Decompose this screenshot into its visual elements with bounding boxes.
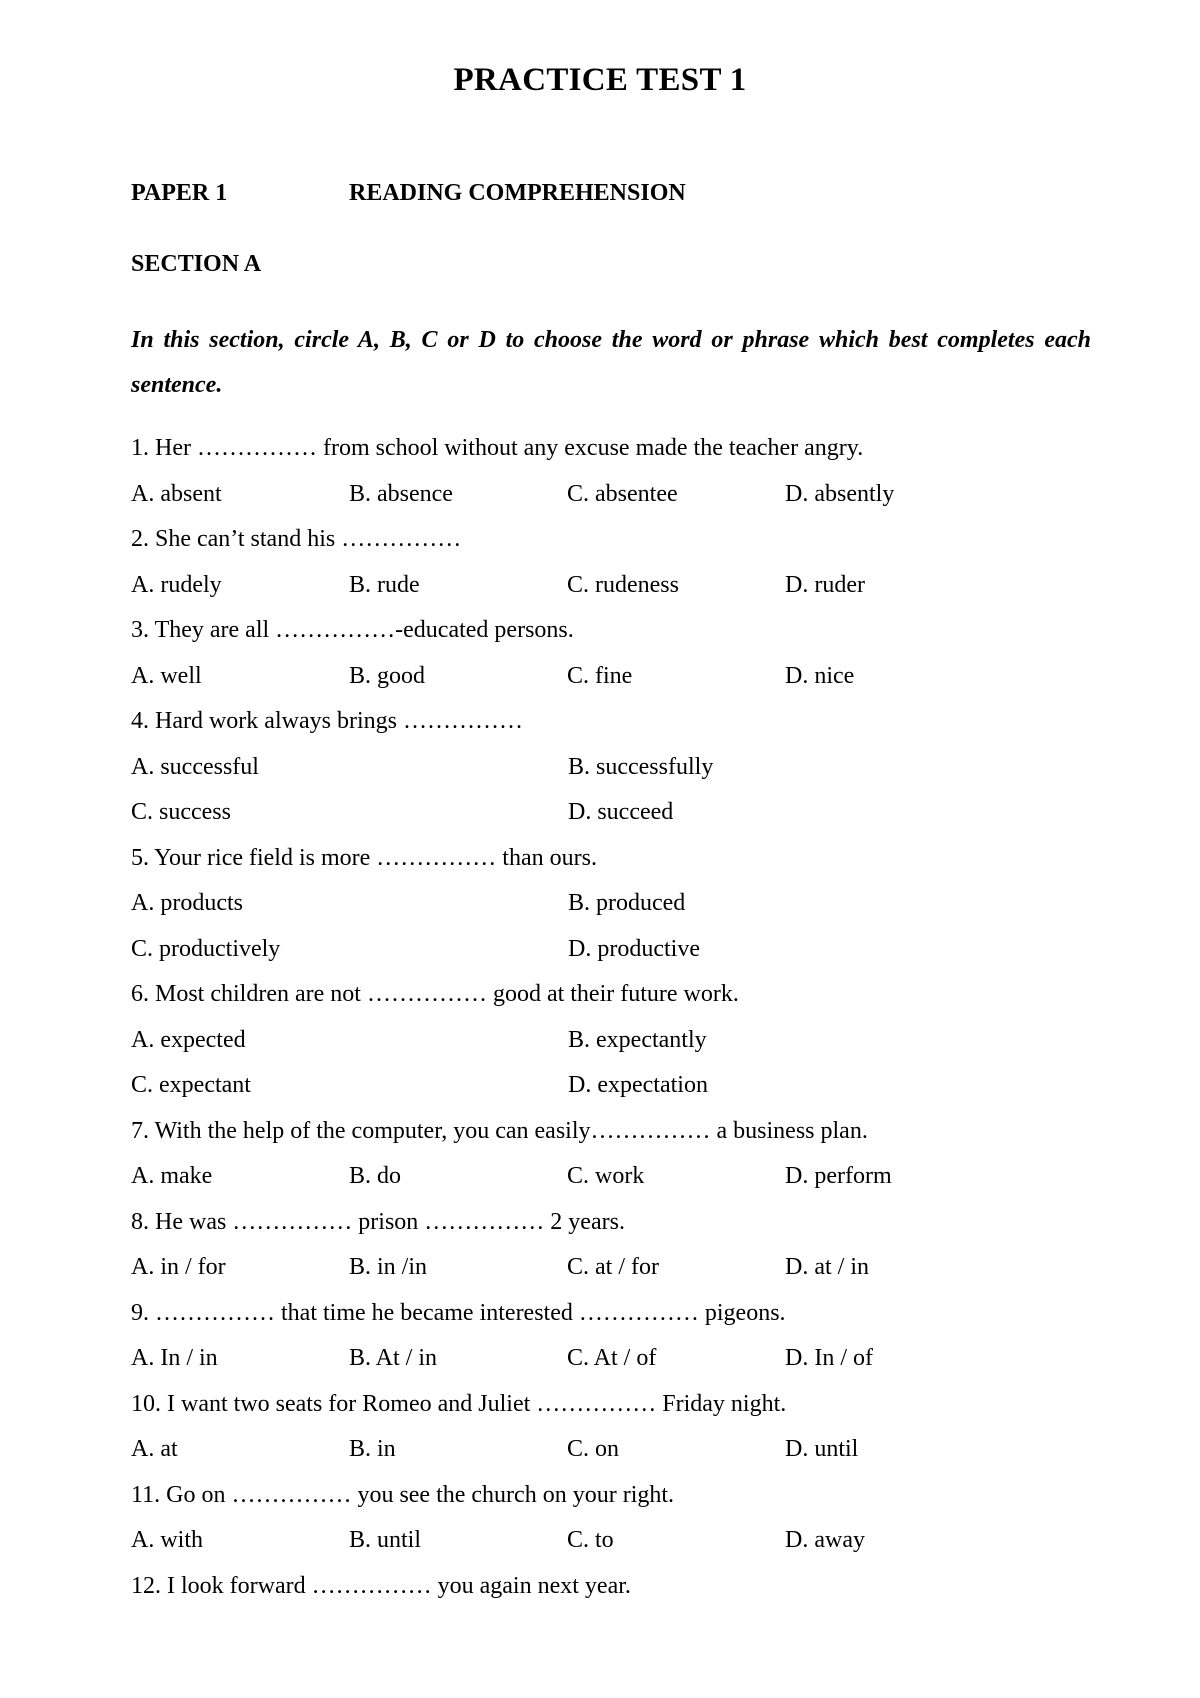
answer-option[interactable]: A. In / in [131, 1345, 218, 1371]
answer-option[interactable]: B. do [349, 1163, 402, 1189]
answer-options-row [131, 477, 1131, 523]
answer-options-row [131, 568, 1131, 614]
answer-option[interactable]: D. perform [785, 1163, 892, 1189]
answer-option[interactable]: D. In / of [785, 1345, 873, 1371]
page-title: PRACTICE TEST 1 [453, 62, 747, 98]
answer-option[interactable]: A. rudely [131, 571, 222, 598]
answer-option[interactable]: C. productively [131, 935, 281, 962]
question-stem: 5. Your rice field is more …………… than ours. [131, 844, 597, 871]
answer-option[interactable]: A. well [131, 662, 202, 689]
answer-option[interactable]: A. expected [131, 1026, 246, 1053]
answer-option[interactable]: B. successfully [568, 753, 714, 780]
question-list [131, 431, 1131, 1614]
answer-option[interactable]: B. good [349, 662, 426, 689]
answer-options-row [131, 1023, 1131, 1069]
answer-option[interactable]: A. in / for [131, 1254, 226, 1280]
answer-option[interactable]: A. with [131, 1527, 203, 1553]
paper-name: READING COMPREHENSION [349, 180, 686, 206]
paper-number: PAPER 1 [131, 180, 228, 206]
answer-option[interactable]: C. to [567, 1527, 614, 1553]
question-stem: 1. Her …………… from school without any excuse made the teacher angry. [131, 435, 864, 461]
answer-option[interactable]: B. produced [568, 890, 686, 916]
answer-option[interactable]: A. at [131, 1436, 178, 1462]
answer-option[interactable]: C. At / of [567, 1345, 657, 1371]
answer-option[interactable]: A. successful [131, 753, 259, 780]
question-stem: 4. Hard work always brings …………… [131, 708, 523, 734]
answer-option[interactable]: D. absently [785, 480, 895, 507]
question-stem: 3. They are all ……………-educated persons. [131, 617, 574, 643]
question-stem: 2. She can’t stand his …………… [131, 526, 462, 552]
answer-option[interactable]: B. in [349, 1436, 396, 1462]
answer-option[interactable]: D. ruder [785, 571, 865, 598]
answer-options-row [131, 1159, 1131, 1205]
answer-options-row [131, 750, 1131, 796]
question-stem: 6. Most children are not …………… good at their future work. [131, 981, 739, 1007]
answer-options-row [131, 886, 1131, 932]
question-stem: 8. He was …………… prison …………… 2 years. [131, 1208, 625, 1235]
answer-option[interactable]: C. on [567, 1436, 620, 1462]
answer-options-row [131, 659, 1131, 705]
answer-option[interactable]: C. expectant [131, 1072, 251, 1098]
answer-option[interactable]: A. products [131, 890, 243, 916]
answer-option[interactable]: B. in /in [349, 1254, 428, 1280]
answer-option[interactable]: C. absentee [567, 480, 678, 507]
instructions: In this section, circle A, B, C or D to choose the word or phrase which best completes each sentence. [131, 327, 1091, 398]
answer-option[interactable]: D. succeed [568, 799, 674, 825]
answer-option[interactable]: B. expectantly [568, 1026, 707, 1053]
answer-option[interactable]: A. absent [131, 480, 222, 507]
answer-options-row [131, 795, 1131, 841]
answer-options-row [131, 1341, 1131, 1387]
answer-option[interactable]: D. expectation [568, 1072, 708, 1098]
answer-option[interactable]: D. productive [568, 935, 700, 962]
answer-option[interactable]: C. rudeness [567, 571, 679, 598]
answer-option[interactable]: B. until [349, 1527, 422, 1553]
answer-options-row [131, 1432, 1131, 1478]
answer-option[interactable]: C. work [567, 1163, 645, 1189]
answer-option[interactable]: C. fine [567, 662, 633, 689]
question-stem: 11. Go on …………… you see the church on your right. [131, 1481, 675, 1508]
answer-option[interactable]: D. nice [785, 662, 855, 689]
question-stem: 7. With the help of the computer, you can easily…………… a business plan. [131, 1117, 868, 1144]
paper-heading [131, 180, 686, 207]
answer-option[interactable]: C. success [131, 799, 231, 825]
answer-option[interactable]: C. at / for [567, 1254, 659, 1280]
question-stem: 12. I look forward …………… you again next year. [131, 1572, 631, 1599]
answer-options-row [131, 1250, 1131, 1296]
question-stem: 10. I want two seats for Romeo and Juliet …………… Friday night. [131, 1390, 787, 1417]
answer-option[interactable]: B. rude [349, 571, 420, 598]
answer-option[interactable]: D. until [785, 1436, 859, 1462]
section-heading: SECTION A [131, 251, 262, 277]
answer-option[interactable]: D. at / in [785, 1254, 869, 1280]
answer-option[interactable]: D. away [785, 1527, 865, 1553]
answer-options-row [131, 932, 1131, 978]
answer-options-row [131, 1523, 1131, 1569]
question-stem: 9. …………… that time he became interested …………… pigeons. [131, 1299, 786, 1326]
answer-option[interactable]: B. absence [349, 480, 453, 507]
answer-options-row [131, 1068, 1131, 1114]
answer-option[interactable]: A. make [131, 1163, 213, 1189]
answer-option[interactable]: B. At / in [349, 1345, 438, 1371]
